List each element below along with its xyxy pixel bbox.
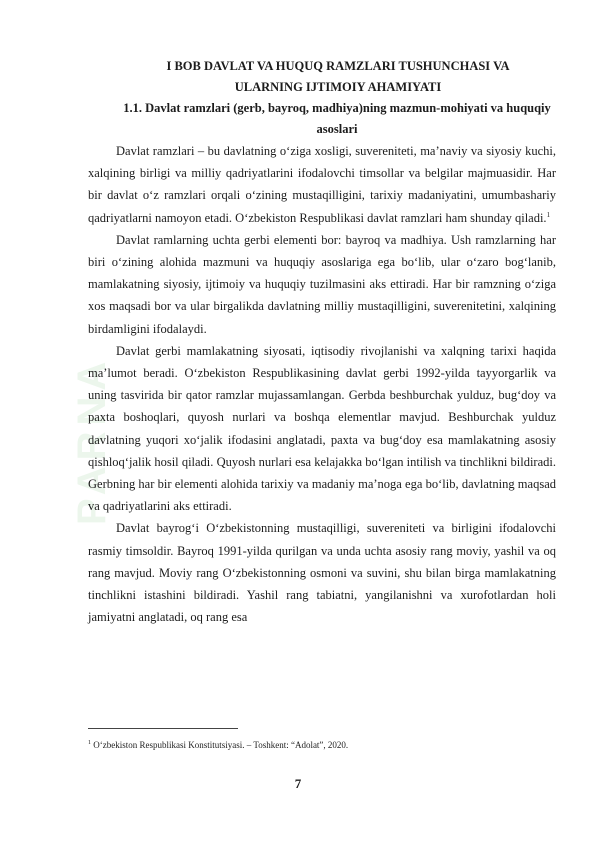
footnote-reference[interactable]: 1 [546, 210, 551, 219]
footnote [88, 740, 556, 751]
footnote-divider [88, 728, 238, 729]
chapter-title: I BOB DAVLAT VA HUQUQ RAMZLARI TUSHUNCHASI VA ULARNING IJTIMOIY AHAMIYATI [166, 59, 510, 94]
paragraph-3: Davlat gerbi mamlakatning siyosati, iqtisodiy rivojlanishi va xalqning tarixi haqida ma’lumot beradi. O‘zbekiston Respublikasining davlat gerbi 1992-yilda tayyorgarlik va uning tasvirida bir qator ramzlar mujassamlangan. Gerbda beshburchak yulduz, bug‘doy va paxta boshoqlari, quyosh nurlari va boshqa elementlar mavjud. Beshburchak yulduz davlatning yuqori xo‘jalik ifodasini anglatadi, paxta va bug‘doy esa mamlakatning asosiy qishloq‘jalik hosil qiladi. Quyosh nurlari esa kelajakka bo‘lgan intilish va tinchlikni bildiradi. Gerbning har bir elementi alohida tarixiy va madaniy ma’noga ega bo‘lib, davlatning maqsad va qadriyatlarini aks ettiradi. [88, 343, 556, 514]
paragraph-1 [88, 140, 556, 229]
footnote-marker: 1 [88, 740, 91, 746]
paragraph-2: Davlat ramlarning uchta gerbi elementi bor: bayroq va madhiya. Ush ramzlarning har biri o‘zining alohida mazmuni va huquqiy asoslariga ega bo‘lib, ular o‘zaro bog‘lanib, mamlakatning siyosiy, ijtimoiy va huquqiy tuzilmasini aks ettiradi. Har bir ramzning o‘ziga xos maqsadi bor va ular birgalikda davlatning milliy mustaqilligini, suverenitetini, xalqining birdamligini ifodalaydi. [88, 232, 556, 336]
paragraph-4: Davlat bayrog‘i O‘zbekistonning mustaqilligi, suvereniteti va birligini ifodalovchi rasmiy timsoldir. Bayroq 1991-yilda qurilgan va unda uchta asosiy rang moviy, yashil va oq rang mavjud. Moviy rang O‘zbekistonning osmoni va suvini, shu bilan birga mamlakatning tinchlikni istashini bildiradi. Yashil rang tabiatni, yangilanishni va xurofotlardan holi jamiyatni anglatadi, oq rang esa [88, 521, 556, 625]
watermark: PARNA [70, 355, 114, 525]
page-content [88, 56, 556, 628]
footnote-text: O‘zbekiston Respublikasi Konstitutsiyasi. – Toshkent: “Adolat”, 2020. [93, 740, 349, 750]
paragraph-1-text: Davlat ramzlari – bu davlatning o‘ziga xosligi, suvereniteti, ma’naviy va siyosiy kuchi, xalqining birligi va milliy qadriyatlarini ifodalovchi timsollar va belgilar majmuasidir. Har bir davlat o‘z ramzlari orqali o‘zining mustaqilligini, tarixiy madaniyatini, umumbashariy qadriyatlarni namoyon etadi. O‘zbekiston Respublikasi davlat ramzlari ham shunday qiladi. [88, 144, 556, 225]
page-number: 7 [294, 776, 302, 791]
section-subtitle: 1.1. Davlat ramzlari (gerb, bayroq, madhiya)ning mazmun-mohiyati va huquqiy asoslari [123, 101, 551, 136]
